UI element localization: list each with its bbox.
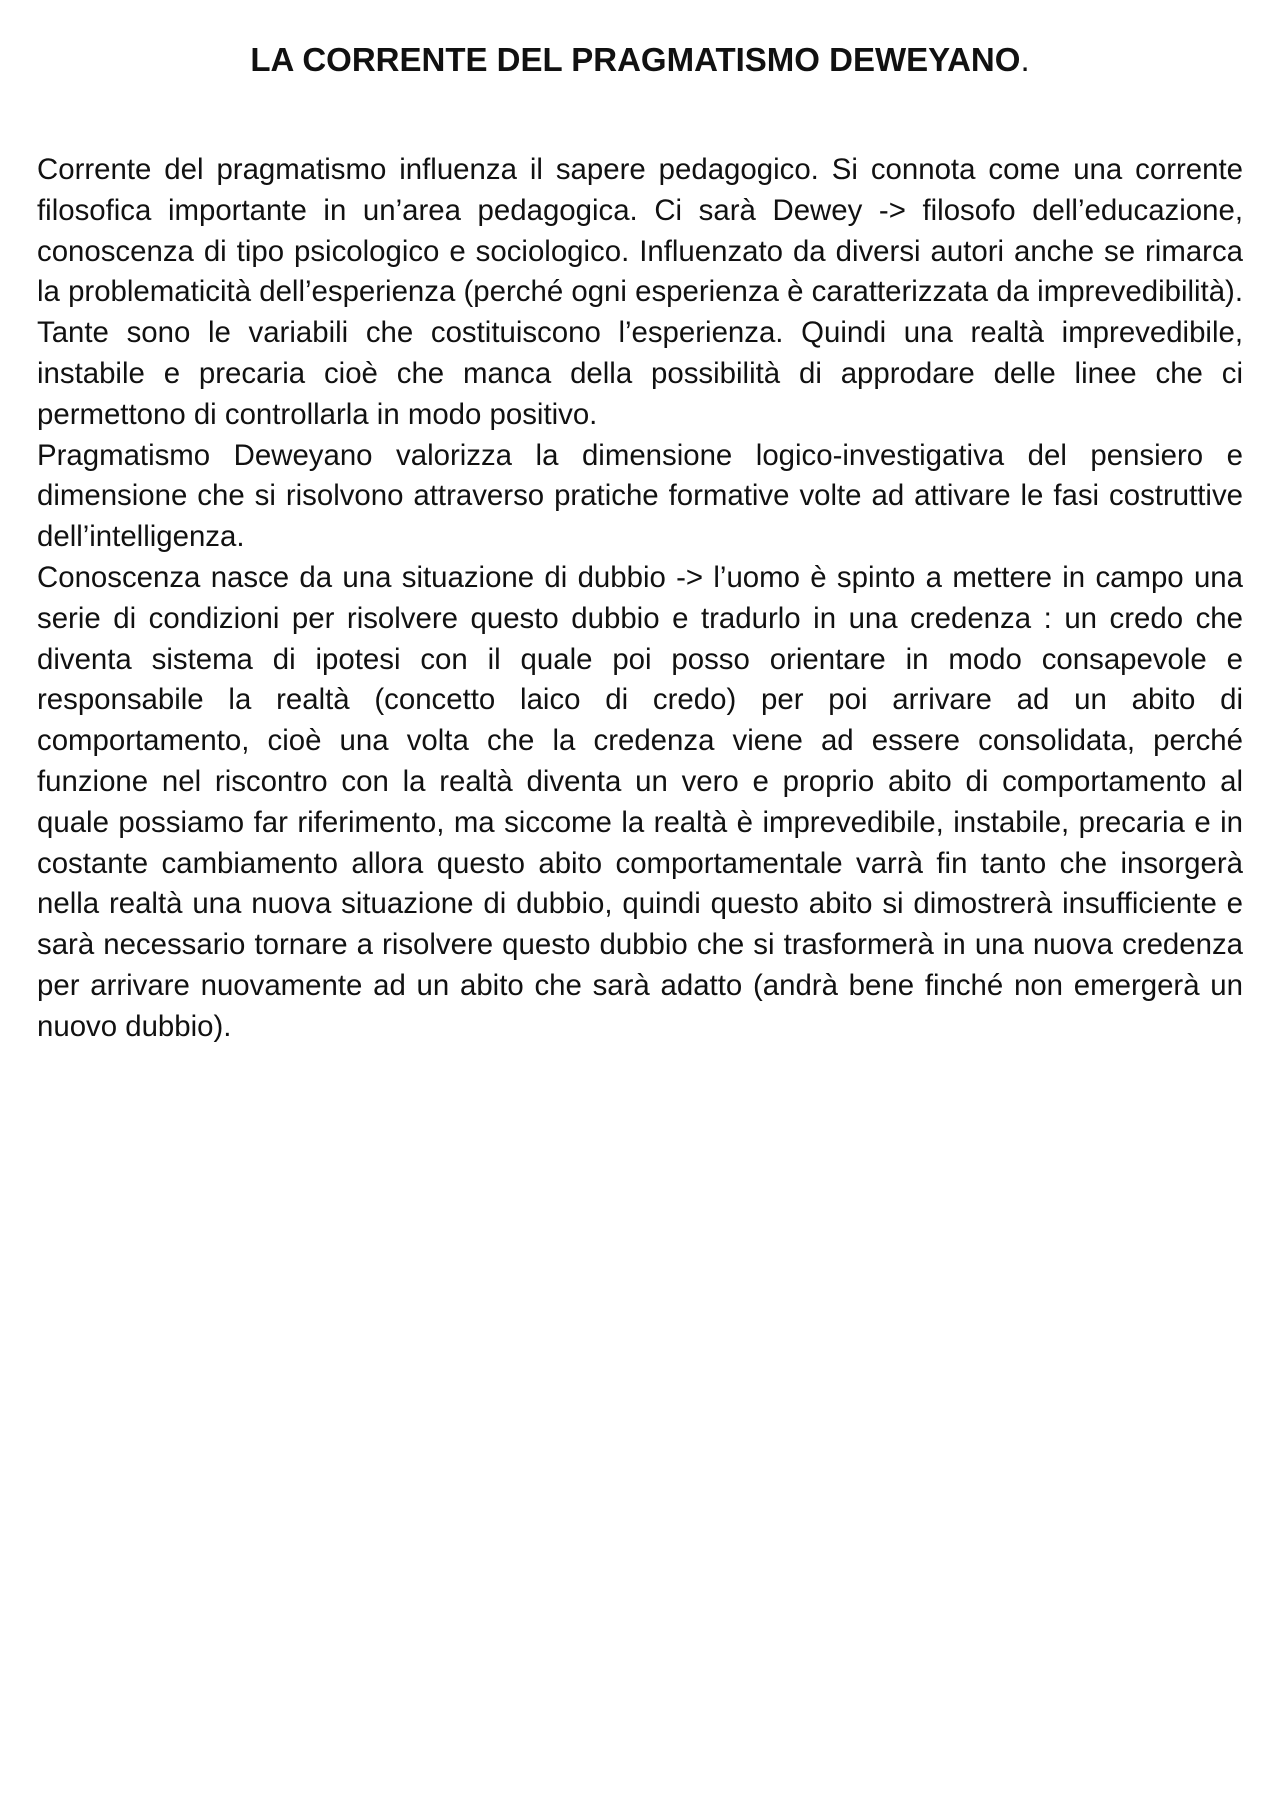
page-title-period: . bbox=[1020, 41, 1030, 78]
document-body bbox=[37, 150, 1243, 1048]
paragraph: Conoscenza nasce da una situazione di dubbio -> l’uomo è spinto a mettere in campo una serie di condizioni per risolvere questo dubbio e tradurlo in una credenza : un credo che diventa sistema di ipotesi con il quale poi posso orientare in modo consapevole e responsabile la realtà (concetto laico di credo) per poi arrivare ad un abito di comportamento, cioè una volta che la credenza viene ad essere consolidata, perché funzione nel riscontro con la realtà diventa un vero e proprio abito di comportamento al quale possiamo far riferimento, ma siccome la realtà è imprevedibile, instabile, precaria e in costante cambiamento allora questo abito comportamentale varrà fin tanto che insorgerà nella realtà una nuova situazione di dubbio, quindi questo abito si dimostrerà insufficiente e sarà necessario tornare a risolvere questo dubbio che si trasformerà in una nuova credenza per arrivare nuovamente ad un abito che sarà adatto (andrà bene finché non emergerà un nuovo dubbio). bbox=[37, 560, 1243, 1043]
paragraph: Pragmatismo Deweyano valorizza la dimensione logico-investigativa del pensiero e dimensione che si risolvono attraverso pratiche formative volte ad attivare le fasi costruttive dell’intelligenza. bbox=[37, 438, 1243, 554]
page-title bbox=[0, 40, 1280, 80]
paragraph: Corrente del pragmatismo influenza il sapere pedagogico. Si connota come una corrente filosofica importante in un’area pedagogica. Ci sarà Dewey -> filosofo dell’educazione, conoscenza di tipo psicologico e sociologico. Influenzato da diversi autori anche se rimarca la problematicità dell’esperienza (perché ogni esperienza è caratterizzata da imprevedibilità). Tante sono le variabili che costituiscono l’esperienza. Quindi una realtà imprevedibile, instabile e precaria cioè che manca della possibilità di approdare delle linee che ci permettono di controllarla in modo positivo. bbox=[37, 153, 1243, 431]
page-title-text: LA CORRENTE DEL PRAGMATISMO DEWEYANO bbox=[250, 41, 1021, 78]
